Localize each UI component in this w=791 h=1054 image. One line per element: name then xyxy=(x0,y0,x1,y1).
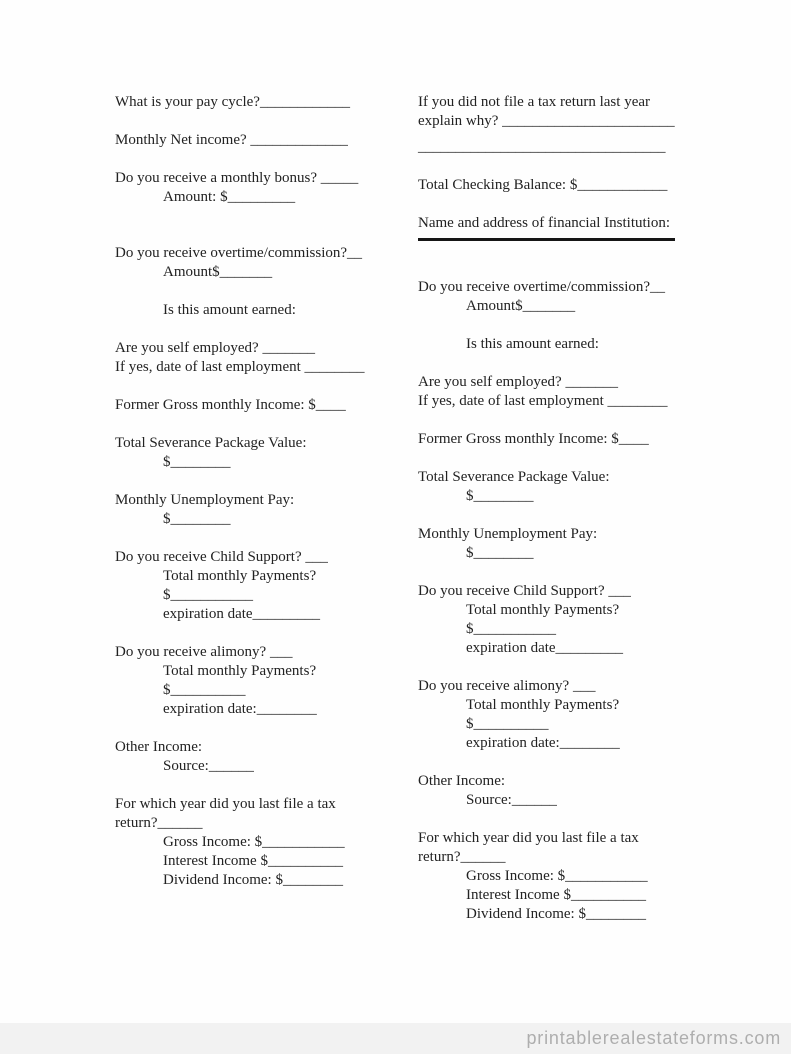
question-last-tax-return-line2: return?______ xyxy=(115,815,203,831)
question-monthly-net-income: Monthly Net income? _____________ xyxy=(115,132,348,148)
question-child-support: Do you receive Child Support? ___ xyxy=(115,549,328,565)
field-interest-income: Interest Income $__________ xyxy=(163,853,343,869)
field-alimony-amount: $__________ xyxy=(163,682,246,698)
question-overtime-commission: Do you receive overtime/commission?__ xyxy=(418,279,666,295)
question-last-tax-return-line1: For which year did you last file a tax xyxy=(115,796,336,812)
label-alimony-payments: Total monthly Payments? xyxy=(466,697,620,713)
question-child-support: Do you receive Child Support? ___ xyxy=(418,583,631,599)
field-former-gross-income: Former Gross monthly Income: $____ xyxy=(418,431,649,447)
field-alimony-amount: $__________ xyxy=(466,716,549,732)
label-other-income: Other Income: xyxy=(418,773,506,789)
field-gross-income: Gross Income: $___________ xyxy=(163,834,345,850)
field-unemployment-amount: $________ xyxy=(466,545,534,561)
label-unemployment-pay: Monthly Unemployment Pay: xyxy=(418,526,598,542)
field-severance-amount: $________ xyxy=(466,488,534,504)
field-bonus-amount: Amount: $_________ xyxy=(163,189,296,205)
field-explain-why: explain why? _______________________ xyxy=(418,113,675,129)
field-other-income-source: Source:______ xyxy=(163,758,254,774)
question-self-employed: Are you self employed? _______ xyxy=(418,374,618,390)
question-alimony: Do you receive alimony? ___ xyxy=(418,678,596,694)
field-explain-why-continued: _________________________________ xyxy=(418,139,666,155)
label-severance-package-value: Total Severance Package Value: xyxy=(115,435,307,451)
field-child-support-expiration: expiration date_________ xyxy=(163,606,321,622)
label-unemployment-pay: Monthly Unemployment Pay: xyxy=(115,492,295,508)
question-monthly-bonus: Do you receive a monthly bonus? _____ xyxy=(115,170,359,186)
field-severance-amount: $________ xyxy=(163,454,231,470)
field-overtime-amount: Amount$_______ xyxy=(466,298,576,314)
field-child-support-amount: $___________ xyxy=(163,587,253,603)
field-former-gross-income: Former Gross monthly Income: $____ xyxy=(115,397,346,413)
field-other-income-source: Source:______ xyxy=(466,792,557,808)
label-alimony-payments: Total monthly Payments? xyxy=(163,663,317,679)
field-dividend-income: Dividend Income: $________ xyxy=(466,906,646,922)
footer-site-label: printablerealestateforms.com xyxy=(526,1028,781,1048)
footer-watermark-bar xyxy=(0,1023,791,1054)
field-alimony-expiration: expiration date:________ xyxy=(163,701,317,717)
label-amount-earned: Is this amount earned: xyxy=(163,302,296,318)
label-financial-institution: Name and address of financial Institution: xyxy=(418,215,671,231)
question-last-tax-return-line2: return?______ xyxy=(418,849,506,865)
field-unemployment-amount: $________ xyxy=(163,511,231,527)
question-overtime-commission: Do you receive overtime/commission?__ xyxy=(115,245,363,261)
label-amount-earned: Is this amount earned: xyxy=(466,336,599,352)
field-child-support-amount: $___________ xyxy=(466,621,556,637)
field-overtime-amount: Amount$_______ xyxy=(163,264,273,280)
question-self-employed: Are you self employed? _______ xyxy=(115,340,315,356)
label-other-income: Other Income: xyxy=(115,739,203,755)
financial-institution-underline xyxy=(418,238,675,241)
question-pay-cycle: What is your pay cycle?____________ xyxy=(115,94,350,110)
left-column xyxy=(115,93,380,890)
field-dividend-income: Dividend Income: $________ xyxy=(163,872,343,888)
field-total-checking-balance: Total Checking Balance: $____________ xyxy=(418,177,668,193)
label-child-support-payments: Total monthly Payments? xyxy=(466,602,620,618)
field-last-employment-date: If yes, date of last employment ________ xyxy=(115,359,365,375)
label-severance-package-value: Total Severance Package Value: xyxy=(418,469,610,485)
label-child-support-payments: Total monthly Payments? xyxy=(163,568,317,584)
field-alimony-expiration: expiration date:________ xyxy=(466,735,620,751)
field-child-support-expiration: expiration date_________ xyxy=(466,640,624,656)
question-alimony: Do you receive alimony? ___ xyxy=(115,644,293,660)
field-gross-income: Gross Income: $___________ xyxy=(466,868,648,884)
right-column xyxy=(418,93,680,924)
field-last-employment-date: If yes, date of last employment ________ xyxy=(418,393,668,409)
field-interest-income: Interest Income $__________ xyxy=(466,887,646,903)
question-last-tax-return-line1: For which year did you last file a tax xyxy=(418,830,639,846)
question-no-tax-return-line1: If you did not file a tax return last year xyxy=(418,94,651,110)
